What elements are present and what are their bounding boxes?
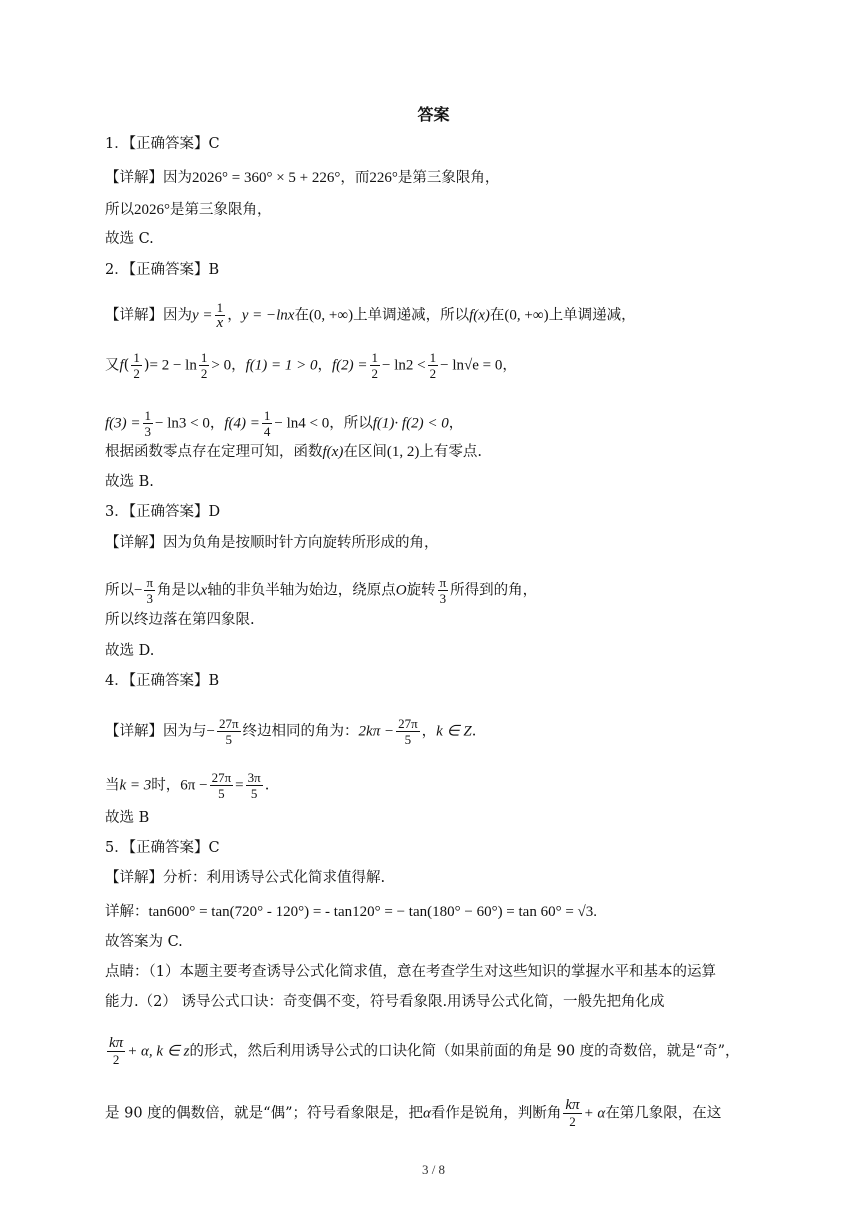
fraction: $\frac{27\pi}{5}$	[211, 770, 232, 801]
fraction: $\frac{3\pi}{5}$	[247, 770, 261, 801]
q2-line-1: 【详解】因为y = $\frac{1}{x}$ ，y = −lnx在(0, +∞)上单调递减，所以f(x)在(0, +∞)上单调递减，	[105, 300, 636, 331]
text: 是第三象限角，	[170, 202, 272, 218]
q4-line-1: 【详解】因为与− $\frac{27\pi}{5}$ 终边相同的角为：2kπ − $\frac{27\pi}{5}$ ，k ∈ Z.	[105, 716, 477, 747]
q2-line-2: 又f( $\frac{1}{2}$ )= 2 − ln $\frac{1}{2}$ > 0，f(1) = 1 > 0，f(2) = $\frac{1}{2}$ − ln2 < $\frac{1}{2}$ − ln√e = 0，	[105, 350, 517, 381]
fraction: $\frac{1}{2}$	[371, 350, 379, 381]
q3-line-2: 所以− $\frac{\pi}{3}$ 角是以x轴的非负半轴为始边，绕原点O旋转 $\frac{\pi}{3}$ 所得到的角，	[105, 575, 538, 606]
q4-header: 4．【正确答案】B	[105, 673, 220, 689]
fraction: $\frac{1}{2}$	[429, 350, 437, 381]
fraction: $\frac{1}{2}$	[133, 350, 140, 381]
page-number: 3 / 8	[421, 1162, 446, 1177]
q2-line-4: 根据函数零点存在定理可知，函数f(x)在区间(1, 2)上有零点.	[105, 444, 482, 460]
q5-remark-1: 点睛：（1）本题主要考查诱导公式化简求值，意在考查学生对这些知识的掌握水平和基本的运算	[105, 964, 716, 980]
math: y = −lnx	[241, 307, 295, 324]
q5-remark-3: $\frac{k\pi}{2}$ + α, k ∈ z的形式，然后利用诱导公式的口诀化简（如果前面的角是 90 度的奇数倍，就是“奇”，	[109, 1035, 740, 1067]
fraction: $\frac{1}{2}$	[200, 350, 208, 381]
q1-line-2	[105, 200, 272, 220]
text: 【详解】因为	[105, 170, 192, 186]
q5-line-2: 详解：tan600° = tan(720° - 120°) = - tan120° = − tan(180° − 60°) = tan 60° = √3.	[105, 904, 598, 920]
math: 2026°	[134, 202, 170, 218]
q5-line-3: 故答案为 C.	[105, 934, 183, 950]
math: tan600° = tan(720° - 120°) = - tan120° = − tan(180° − 60°) = tan 60° = √3.	[148, 904, 598, 920]
fraction: $\frac{\pi}{3}$	[146, 575, 154, 606]
q3-line-1: 【详解】因为负角是按顺时针方向旋转所形成的角，	[105, 535, 439, 551]
fraction: $\frac{\pi}{3}$	[439, 575, 447, 606]
q2-header: 2．【正确答案】B	[105, 262, 220, 278]
fraction: $\frac{k\pi}{2}$	[565, 1097, 580, 1129]
math: y =	[192, 307, 213, 324]
fraction: $\frac{1}{3}$	[144, 408, 152, 439]
fraction: $\frac{27\pi}{5}$	[398, 716, 418, 747]
q4-conclusion: 故选 B	[105, 810, 150, 826]
q5-line-1: 【详解】分析：利用诱导公式化简求值得解.	[105, 870, 386, 886]
q1-conclusion: 故选 C.	[105, 231, 154, 247]
math: 2026° = 360° × 5 + 226°	[192, 170, 341, 186]
q4-line-2: 当k = 3时，6π − $\frac{27\pi}{5}$ = $\frac{3\pi}{5}$ .	[105, 770, 270, 801]
text: ，而	[340, 170, 370, 186]
math: 226°	[369, 170, 398, 186]
q3-line-3: 所以终边落在第四象限.	[105, 612, 255, 628]
fraction: $\frac{1}{4}$	[263, 408, 271, 439]
text: 是第三象限角，	[397, 170, 500, 186]
page-title: 答案	[417, 105, 450, 124]
text: 所以	[105, 202, 134, 218]
q5-remark-4: 是 90 度的偶数倍，就是“偶”；符号看象限是，把α看作是锐角，判断角 $\frac{k\pi}{2}$ + α在第几象限，在这	[105, 1097, 722, 1129]
q2-conclusion: 故选 B.	[105, 474, 154, 490]
interval: (0, +∞)	[504, 307, 549, 324]
q1-header: 1．【正确答案】C	[105, 136, 220, 152]
math: f(x)	[469, 307, 490, 324]
q1-line-1	[105, 168, 499, 188]
q3-conclusion: 故选 D.	[105, 643, 155, 659]
fraction: $\frac{27\pi}{5}$	[218, 716, 239, 747]
interval: (0, +∞)	[308, 307, 354, 324]
fraction: $\frac{1}{x}$	[216, 300, 224, 331]
q5-header: 5．【正确答案】C	[105, 840, 220, 856]
q3-header: 3．【正确答案】D	[105, 504, 221, 520]
q5-remark-2: 能力.（2） 诱导公式口诀：奇变偶不变，符号看象限.用诱导公式化简，一般先把角化成	[105, 994, 665, 1010]
q2-line-3: f(3) = $\frac{1}{3}$ − ln3 < 0，f(4) = $\frac{1}{4}$ − ln4 < 0，所以f(1)· f(2) < 0，	[105, 408, 464, 439]
text: 【详解】因为	[105, 307, 192, 324]
fraction: $\frac{k\pi}{2}$	[109, 1035, 124, 1067]
